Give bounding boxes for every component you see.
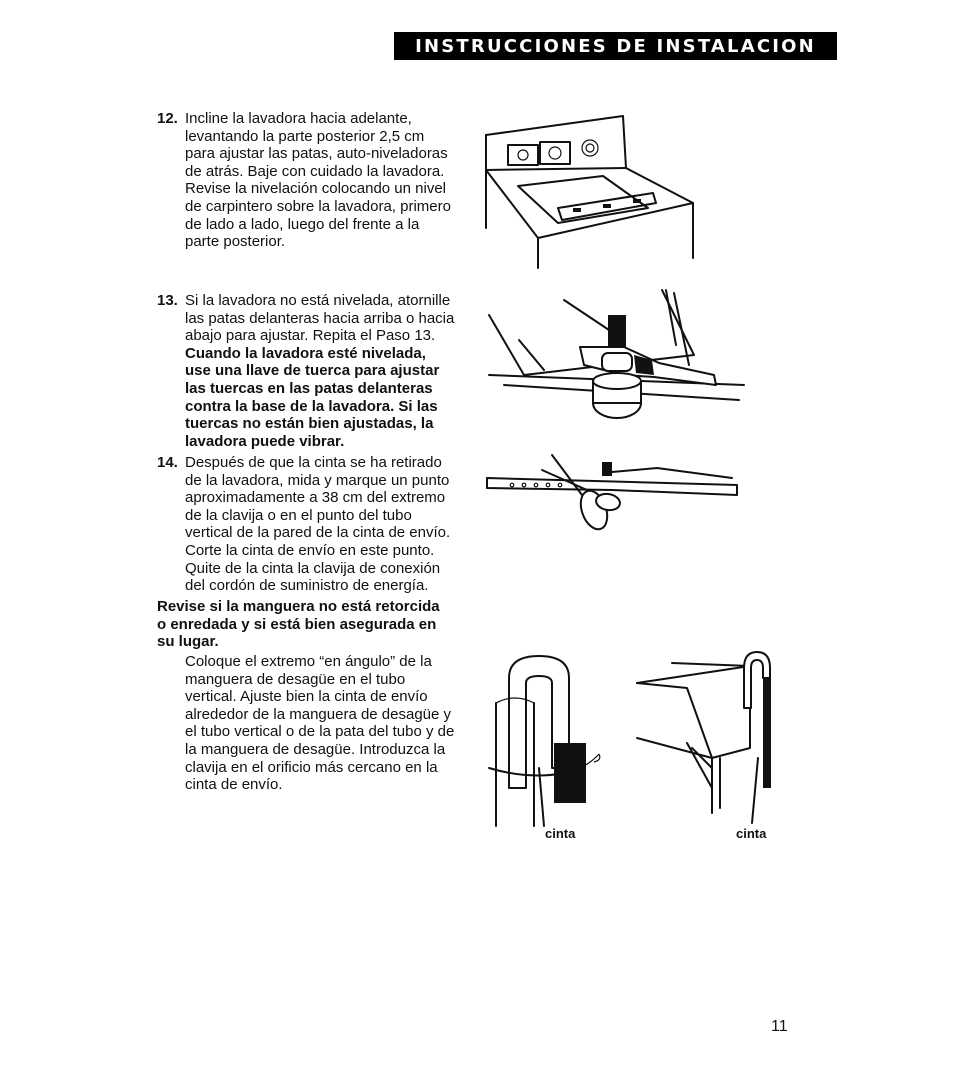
step-14 xyxy=(157,454,477,599)
text-line: de carpintero sobre la lavadora, primero xyxy=(185,197,451,215)
text-line: Si la lavadora no está nivelada, atornille xyxy=(185,292,451,309)
text-line: para ajustar las patas, auto-niveladoras xyxy=(185,145,448,163)
step-13 xyxy=(157,292,477,452)
step-number: 12. xyxy=(157,110,178,127)
warning-line: Cuando la lavadora esté nivelada, xyxy=(185,344,426,362)
standpipe-hose-illustration xyxy=(484,648,624,828)
text-line: Después de que la cinta se ha retirado xyxy=(185,454,442,471)
text-line: Quite de la cinta la clavija de conexión xyxy=(185,559,441,577)
cut-strap-illustration xyxy=(482,450,742,545)
text-line: la manguera de desagüe. Introduzca la xyxy=(185,740,446,758)
text-line: levantando la parte posterior 2,5 cm xyxy=(185,127,425,145)
text-line: clavija en el orificio más cercano en la xyxy=(185,758,438,776)
text-line: Revise la nivelación colocando un nivel xyxy=(185,180,446,198)
step-number: 13. xyxy=(157,292,178,309)
hose-check-text xyxy=(185,653,470,794)
step-text xyxy=(185,292,454,450)
text-line: cinta de envío. xyxy=(185,776,283,794)
text-line: las patas delanteras hacia arriba o hacia xyxy=(185,309,455,327)
text-line: Coloque el extremo “en ángulo” de la xyxy=(185,653,432,670)
heading-line: o enredada y si está bien asegurada en xyxy=(157,615,437,633)
section-title: INSTRUCCIONES DE INSTALACION xyxy=(415,35,816,57)
warning-line: lavadora puede vibrar. xyxy=(185,432,345,450)
wrench-leg-illustration xyxy=(484,285,749,430)
heading-line: su lugar. xyxy=(157,633,219,651)
text-line: de atrás. Baje con cuidado la lavadora. xyxy=(185,162,445,180)
laundry-tub-hose-illustration xyxy=(632,648,792,828)
text-line: Corte la cinta de envío en este punto. xyxy=(185,541,435,559)
hose-check-heading xyxy=(157,598,457,651)
heading-line: Revise si la manguera no está retorcida xyxy=(157,598,440,615)
text-line: alrededor de la manguera de desagüe y xyxy=(185,705,452,723)
step-text xyxy=(185,454,450,595)
text-line: manguera de desagüe en el tubo xyxy=(185,670,406,688)
text-line: de la clavija o en el punto del tubo xyxy=(185,506,412,524)
text-line: del cordón de suministro de energía. xyxy=(185,577,429,595)
warning-line: las tuercas en las patas delanteras xyxy=(185,379,433,397)
page-number: 11 xyxy=(771,1018,788,1035)
warning-line: contra la base de la lavadora. Si las xyxy=(185,397,438,415)
step-text xyxy=(185,110,451,251)
caption-strap-right: cinta xyxy=(736,826,767,841)
warning-line: use una llave de tuerca para ajustar xyxy=(185,362,440,380)
text-line: parte posterior. xyxy=(185,233,286,251)
text-line: aproximadamente a 38 cm del extremo xyxy=(185,489,446,507)
text-line: Incline la lavadora hacia adelante, xyxy=(185,110,412,127)
section-title-bar xyxy=(394,32,837,60)
washer-level-illustration xyxy=(478,108,703,270)
warning-line: tuercas no están bien ajustadas, la xyxy=(185,415,434,433)
step-12 xyxy=(157,110,477,255)
text-line: abajo para ajustar. Repita el Paso 13. xyxy=(185,327,436,345)
text-line: vertical de la pared de la cinta de envío. xyxy=(185,524,451,542)
text-line: vertical. Ajuste bien la cinta de envío xyxy=(185,688,428,706)
step-number: 14. xyxy=(157,454,178,471)
text-line: el tubo vertical o de la pata del tubo y de xyxy=(185,723,455,741)
caption-strap-left: cinta xyxy=(545,826,576,841)
text-line: de lado a lado, luego del frente a la xyxy=(185,215,420,233)
text-line: de la lavadora, mida y marque un punto xyxy=(185,471,450,489)
